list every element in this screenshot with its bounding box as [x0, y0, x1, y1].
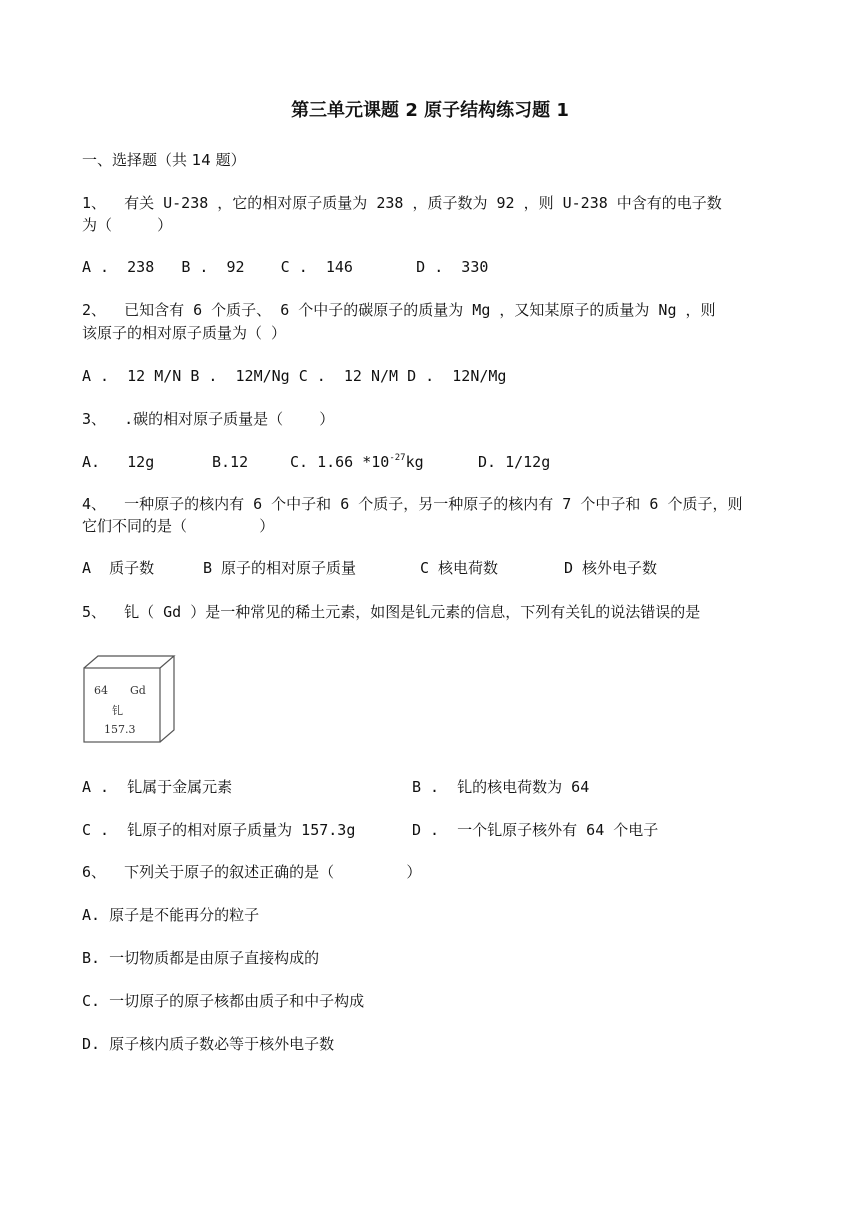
question-1-stem-line2: 为（ ） — [82, 216, 173, 234]
element-atomic-mass: 157.3 — [104, 723, 136, 736]
question-3-option-b: B.12 — [212, 453, 249, 471]
question-6-option-d: D. 原子核内质子数必等于核外电子数 — [82, 1035, 335, 1053]
question-3-option-c-unit: kg — [405, 453, 424, 471]
element-symbol: Gd — [130, 684, 146, 697]
question-5-option-c: C . 钆原子的相对原子质量为 157.3g — [82, 821, 356, 839]
page-title: 第三单元课题 2 原子结构练习题 1 — [291, 100, 569, 121]
question-6-stem: 6、 下列关于原子的叙述正确的是（ ） — [82, 863, 422, 881]
question-1-stem-line1: 1、 有关 U-238 ，它的相对原子质量为 238 ，质子数为 92 ，则 U-238 中含有的电子数 — [82, 194, 722, 212]
question-4-option-a: A 质子数 — [82, 559, 155, 577]
question-1-options: A . 238 B . 92 C . 146 D . 330 — [82, 258, 489, 276]
question-6-option-b: B. 一切物质都是由原子直接构成的 — [82, 949, 320, 967]
question-2-stem-line1: 2、 已知含有 6 个质子、 6 个中子的碳原子的质量为 Mg ，又知某原子的质量为 Ng ，则 — [82, 301, 716, 319]
question-5-option-a: A . 钆属于金属元素 — [82, 778, 233, 796]
element-name: 钆 — [112, 704, 123, 717]
question-3-option-c-base: C. 1.66 *10 — [290, 453, 390, 471]
section-heading: 一、选择题（共 14 题） — [82, 151, 246, 169]
question-4-option-c: C 核电荷数 — [420, 559, 499, 577]
question-2-options: A . 12 M/N B . 12M/Ng C . 12 N/M D . 12N/Mg — [82, 367, 507, 385]
question-3-option-c — [290, 452, 424, 472]
question-5-option-b: B . 钆的核电荷数为 64 — [412, 778, 590, 796]
question-4-option-d: D 核外电子数 — [564, 559, 658, 577]
question-3-option-d: D. 1/12g — [478, 453, 551, 471]
question-4-stem-line1: 4、 一种原子的核内有 6 个中子和 6 个质子，另一种原子的核内有 7 个中子和 6 个质子，则 — [82, 495, 743, 513]
question-6-option-c: C. 一切原子的原子核都由质子和中子构成 — [82, 992, 365, 1010]
question-3-stem: 3、 .碳的相对原子质量是（ ） — [82, 410, 335, 428]
element-atomic-number: 64 — [94, 684, 108, 697]
question-3-option-c-exponent: -27 — [389, 453, 406, 463]
question-5-stem: 5、 钆（ Gd ）是一种常见的稀土元素，如图是钆元素的信息，下列有关钆的说法错误的是 — [82, 603, 701, 621]
question-2-stem-line2: 该原子的相对原子质量为（ ） — [82, 324, 287, 342]
question-5-option-d: D . 一个钆原子核外有 64 个电子 — [412, 821, 659, 839]
gadolinium-element-card — [82, 654, 178, 744]
question-3-option-a: A. 12g — [82, 453, 155, 471]
question-4-option-b: B 原子的相对原子质量 — [203, 559, 357, 577]
question-4-stem-line2: 它们不同的是（ ） — [82, 517, 275, 535]
question-6-option-a: A. 原子是不能再分的粒子 — [82, 906, 260, 924]
